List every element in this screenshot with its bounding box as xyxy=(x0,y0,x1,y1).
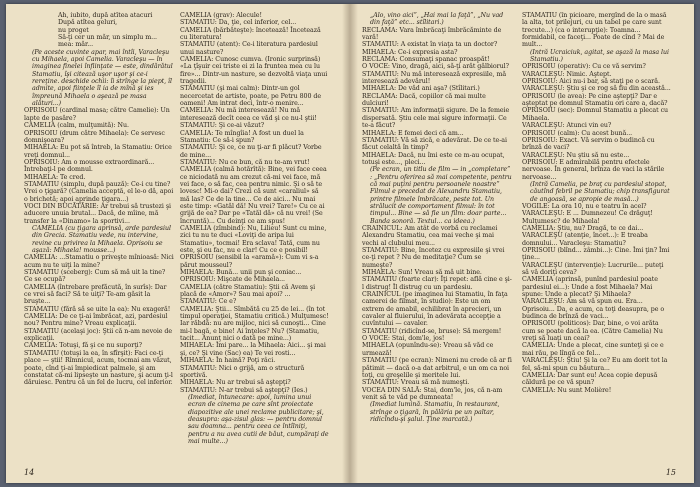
script-line: STAMATIU: N-ar trebui să aştepţi? (Ies.) xyxy=(180,386,308,394)
script-line: OPRISOIU: Mişcate de Mihaela... xyxy=(180,276,286,284)
script-line: Ah, iubito, după atîtea atacuri xyxy=(58,12,153,19)
script-line: MIHAELA: Sun! Vreau să mă uit bine. xyxy=(362,269,482,277)
script-line: STAMATIU: Vreau să mă numeşti. xyxy=(362,379,470,387)
script-line: OPRISOIU (sensibil la «aramă»): Cum vi s-a părut mousseul? xyxy=(180,254,319,269)
script-line: OPRISOIU (politicos): Dar, bine, o voi arăta cum se poate dacă la ea. (Către Camelia) Nu vreţi să luaţi un ceai? xyxy=(522,320,663,343)
page-number-right: 15 xyxy=(665,468,676,477)
script-line: VOCEA DIN SALĂ: Stai, dom'le, jos, că n-am venit să te văd pe dumneata! xyxy=(362,386,503,401)
left-column-2 xyxy=(180,12,330,450)
right-column-2 xyxy=(522,12,672,450)
script-line: CAMELIA: Ştiu, nu? Dragă, te ce dai... xyxy=(522,224,644,232)
script-line: STAMATIU (acelaşi joc): Ştii că n-am nevoie de explicaţii. xyxy=(24,327,173,343)
right-column-1 xyxy=(362,12,512,450)
script-line: CAMELIA: Dar sunt eu! Acea copie depusă căldură pe ce vă spun? xyxy=(522,371,658,387)
script-line: STAMATIU (fără să se uite la ea): Nu exageră! xyxy=(24,305,171,313)
script-line: OPRISOIU: Aici nu-i bar, să staţi pe o scară. xyxy=(522,78,660,86)
script-line: RECLAMA: Vara îmbrăcaţi îmbrăcăminte de vară! xyxy=(362,26,502,42)
script-line: CRAINICUL (pe imaginea lui Stamatiu, în faţa camerei de filmat, în studio): Este un om extrem de amabil, echilibrat în aprecieri, un cavaler al fluierului, în adevărata accepţie a cuvîntului — cavaler. xyxy=(362,291,508,328)
script-line: OPRISOIU (sec): Domnul Stamatiu a plecat cu Mihaela. xyxy=(522,107,669,122)
script-line: VARACLEŞU: Nu ştiu să nu este... xyxy=(522,151,630,159)
script-line: CAMELIA (către Stamatiu): Ştii că Avem şi placă de «Amor»? Sau mai apoi? ... xyxy=(180,283,316,299)
script-line: MIHAELA (opunîndu-se): Vreau să văd ce urmează! xyxy=(362,342,494,357)
script-line: MIHAELA: E femei deci că am... xyxy=(362,129,464,137)
script-line: STAMATIU (atent): Ce-i literatura pardesiul unui nasture? xyxy=(180,41,318,56)
script-line: STAMATIU: Ce e? xyxy=(180,298,237,306)
script-line: MIHAELA: Îmi pare... la Mihaela: Aici... şi mai şi, ce? Şi vine (Sac) ea) Te vei rosti... xyxy=(180,342,326,357)
script-line: VARACLEŞU: Ştiu şi ce rog să fiu din această... xyxy=(522,85,671,93)
script-line: RECLAMA: Consumaţi spanac proaspăt! xyxy=(362,56,490,64)
script-line: OPRISOIU (cardinal masa; către Camelie): Un lapte de pasăre? xyxy=(24,107,170,122)
script-line: CAMELIA (calm, mulţumită): Nu. xyxy=(24,122,129,130)
script-line: MIHAELA: În haină? Poţi râci. xyxy=(180,357,276,365)
script-line: CAMELIA: Totuşi, fă şi ce nu suporţi? xyxy=(24,342,142,350)
script-line: RECLAMA: Dacă, copiilor că mai multe dulciuri! xyxy=(362,92,486,108)
script-line: CAMELIA: De ce ţi-ai îmbrăcat, azi, pardesiul nou? Pentru mine? Vreau explicaţii. xyxy=(24,313,168,328)
script-line: STAMATIU: Nu mă interesează expresiile, mă interesează adevărul! xyxy=(362,70,507,86)
script-line: STAMATIU (ridicînd-se, bruse): Să mergem! xyxy=(362,327,502,335)
script-line: CAMELIA (grav): Alecule! xyxy=(180,12,262,19)
script-line: O VOCE: Vino, dragă, aici, să-ţi arăt gălbiorul? xyxy=(362,63,509,71)
script-line: CRAINICUL: Am atât de vorbă cu reclamei Alexandru Stamatiu, cea mai veche şi mai vechi al clubului meu... xyxy=(362,224,498,247)
right-page xyxy=(350,4,694,483)
script-line: STAMATIU: Da, ţie, cel inferior, cel... xyxy=(180,19,297,27)
script-line: MIHAELA: Eu pot să întreb, la Stamatiu: Orice vreţi domnul... xyxy=(24,144,172,159)
script-line: STAMATIU (în picioare, mergînd de la o masă la alta, tot prilejuri, cu un tabel pe care sunt trecute...) (ca o interupţie): Toamna... formidabil, ce faceţi... Poate de cînd ? Mai de mult... xyxy=(522,12,667,49)
script-line: VARACLEŞU: Am să vă spun eu. Era... Oprisoiu... Da, e acum, ca toţi deasupra, pe o budinca de brînză de vaci... xyxy=(522,298,665,321)
script-line: CAMELIA: Te mîngîia! A fost un duel la Stamatiu: Ce să-i spun? xyxy=(180,129,304,144)
script-line: CAMELIA (bărbăteşte): încetează! Încetează cu literatura! xyxy=(180,26,321,42)
script-line: OPRISOIU (drum către Mihaela): Ce servesc domnişoara? xyxy=(24,129,165,144)
script-line: STAMATIU (foarte clar): Îţi repet: află cine e şi-l distrug! Îl distrug cu un pardesiu. xyxy=(362,276,512,291)
script-line: nu proget xyxy=(58,26,89,34)
script-line: STAMATIU: A existat în viaţa ta un doctor? xyxy=(362,41,498,49)
script-line: STAMATIU (totuşi la ea, în sfîrşit): Faci ce-ţi place — ştii! Rîmnicul, acum, tocmai am văzut, poate, cînd ţi-ai împiedicat palmele, şi am constatat că-mi lipseşte un nasture, şi acum ţi-l dăruiesc. Pentru că un fel de lucru, cel inferior. xyxy=(24,349,173,387)
script-line: CAMELIA (calmă hotărîtă): Bine, vei face ceea ce niciodată nu am crezut că-mi vei face, mă vei face, o să fac, cea pentru nimic. Şi o să te lovesc! Mi-o dai? Crezi că sunt «caraliul» să mă las? Ce de la tine... Ce de aici... Nu mai este timp: «Gatăl dă! Nu vrei? Tare!» Cu ce ai grijă de ea? Dar pe «Tatăl dă» că nu vrei! (Se încruntă)... Cu deinţi ce am spus! xyxy=(180,166,327,225)
script-line: STAMATIU (sceberg): Cum să mă uit la tine? Ce se ocupă? xyxy=(24,269,166,284)
script-line: STAMATIU (simplu, după pauză): Ce-i cu tine? Vrei o ţigară? (Camelia acceptă, el le-o dă, apoi o brichetă; apoi aprinde ţigara...) xyxy=(24,180,174,203)
page-number-left: 14 xyxy=(24,468,35,477)
script-line: MIHAELA: Te cred. xyxy=(24,173,86,181)
script-line: (Pe aceste cuvinte apar, mai întîi, Varacleşu cu Mihaela, apoi Camelia. Varacleşu — în imaginea finelei înfiinţate — este, dindărătul Stamatiu, îşi citează uşor uşor şi ce-i rereţine. deschide ochii: îi strînge la piept, îl admite, apoi fiinţele îl ia de mînă şi ies împreună Mihaela o aşează pe masa alături...) xyxy=(32,48,173,108)
script-line: CAMELIA (cu ţigara aprinsă, arde pardesiul din Grecia. Stamatiu vede, nu intervine, revine cu privirea la Mihaela. Oprisoiu se aşază: Mihaela! mousse...) xyxy=(32,224,171,254)
script-line: mea: măr... xyxy=(58,41,94,49)
script-line: (Imediat lumină. Stamatiu, în restaurant, strînge o ţigară, în pălăria pe un paltar, ridicîndu-şi şalul. Ţine marcată.) xyxy=(370,401,500,423)
script-line: OPRISOIU (calm): Cu acest bună... xyxy=(522,129,633,137)
script-line: VARACLEŞU (intervenţie): Lucrurile... puteţi să vă doriţi ceva? xyxy=(522,261,664,277)
script-line: MIHAELA: Dacă, nu îmi este ce m-au ocupat, totuşi este..., pleci... xyxy=(362,151,505,166)
script-line: STAMATIU: Şi ce-ai văzut? xyxy=(180,122,265,130)
script-line: MIHAELA: De văd ani aşa? (Stîlitari.) xyxy=(362,85,480,93)
script-line: STAMATIU: Bine, încetez cu expresiile şi vrei ce-ţi repet ? Nu de meditaţie? Cum se numeşte? xyxy=(362,247,505,269)
script-line: CAMELIA (aprinsă, punînd pardesiul poate pardesiul ei...): Unde a fost Mihaela? Mai spune: Unde a plecat? Şi Mihaela? xyxy=(522,276,658,299)
script-line: STAMATIU: Nu ce bun, că nu te-am vrut! xyxy=(180,158,310,166)
script-line: VOGILE: La ora 10, nu e teatru în acel? xyxy=(522,202,647,210)
script-line: OPRISOIU (blînd... zâmbi...): Cine. Îmi ţin? Îmi ţine... xyxy=(522,247,670,262)
script-line: CAMELIA: Ştii... Sîmbătă cu 25 de lei... (în tot timpul operaţiei, Stamatiu critică.) Mulţumesc! Iar răbdă: nu are mijloc, nici să cunoşti... Cine mi-l bagă, e bine! Ai înţeles? Nu? (Stamatiu, tacit... Anunţ nici o dată pe mine...) xyxy=(180,305,329,343)
script-line: O VOCE: Stai, dom'le, jos! xyxy=(362,335,445,343)
script-line: VARACLEŞU: Atunci vin eu? xyxy=(522,122,612,130)
script-line: (Pe ecran, un titlu de film — in „completare” : „Pentru oferirea să mai competente, pentru că mai puţini pentru persoanele noastre” Filmul e precedat de Alexandru Stamatiu, printre filmele îmbrăcate, peste tot. Un strălucit de comportament filmul: în tot timpul... Bine — să fie un film: doar parte... Banda sonoră. Textul... ca ideea.) xyxy=(370,166,512,225)
script-line: CAMELIA: Nu mă interesează! Nu mă interesează decît ceea ce văd şi ce nu-l ştii! xyxy=(180,107,317,122)
script-line: „Alo, vino aici”, „Hai mai la faţă”, „Nu vad din faţă” etc... stîlitari.) xyxy=(370,12,504,27)
script-line: VARACLEŞU (atenţie, încet...): E treaba domnului... Varacleşu: Stamatiu? xyxy=(522,232,648,247)
script-line: OPRISOIU: Exact. Vă servim o budincă cu brînză de vaci? xyxy=(522,136,655,152)
script-line: CAMELIA: Cunosc cumva. (Ironic surprinsă) «La ţîşuir cei triste ei zi la fruntea mea cu lu fire»... Dintr-un nasture, se dezvoltă viaţa unui tragedii. xyxy=(180,56,328,86)
script-line: OPRISOIU: Am o mousse extraordinară... Întrebaţi-l pe domnul. xyxy=(24,158,155,174)
script-line: Să-ţi cer un măr, un simplu m... xyxy=(58,34,157,42)
script-line: (Intră Camelia, pe braţ cu pardesiul stopat, căutînd febril pe Stamatiu; chip transfigurat de angoasă, se apropie de masă...) xyxy=(530,180,670,203)
script-line: MIHAELA: Bună... unii pun şi coniac... xyxy=(180,269,302,277)
script-line: STAMATIU: Vă să zică, e adevărat. De ce te-ai făcut celaltă în timp? xyxy=(362,136,507,152)
script-line: STAMATIU (pe ecran): Nimeni nu crede că ar fi pătimit — dacă o-a dat arbitrul, e un om ca noi toţi, cu greşelile şi meritele lui. xyxy=(362,357,512,379)
script-line: VARACLEŞU: Ştiu! Şi la ce? Eu am dorit tot la fel, să-mi spun cu băutura... xyxy=(522,357,668,372)
script-line: STAMATIU: Am informaţii sigure. De la femeie dispersată. Ştiu cele mai sigure informaţii. Ce te-a făcut? xyxy=(362,107,510,130)
script-line: După atîtea geluri, xyxy=(58,19,118,27)
left-page xyxy=(6,4,350,483)
script-line: CAMELIA (zîmbind): Nu, Lilieu! Sunt cu mine, zici tu nu te duci «Loviţi de aripa lui Stamatiu», tocmai! Era sclava! Tată, cum nu este, şi eu fac, nu e clar! Cu ce e posibil! xyxy=(180,224,327,254)
script-line: VARACLEŞU: E ... Dumnezeu! Ce drăguţ! Mulţumesc? de Mihaela! xyxy=(522,210,653,225)
script-line: (Intră Ucraiciuk, agitat, se aşază la masa lui Stamatiu.) xyxy=(530,48,669,64)
script-line: MIHAELA: Ce-i expresia asta? xyxy=(362,48,458,56)
script-line: OPRISOIU (le avea): Pe cine aştepţi? Dar e aşteptat pe domnul Stamatiu ori care a, dacă? xyxy=(522,92,668,108)
book-spread xyxy=(6,4,694,483)
left-column-1 xyxy=(24,12,174,450)
script-line: VOCI DIN BUCĂTĂRIE: Ar trebui să trustezi şi aducere unuia brutal... Dacă, de mîine, mă transfer la «Dinamo» la sportivi... xyxy=(24,202,171,225)
script-line: CAMELIA: Nu sunt Molière! xyxy=(522,386,612,394)
script-line: STAMATIU: Şi ce, ce nu ţi-ar fi plăcut? Vorbe de mine... xyxy=(180,144,322,159)
script-line: MIHAELA: Nu ar trebui să aştepţi? xyxy=(180,379,291,387)
script-line: (Imediat, întunecare: apoi, lumina unui ecran de cinema pe care sînt proiectate diapozitive ale unei reclame publicitare; şi, deasupra: aşa-zisul glas: — pentru domnul sau doamna... pentru ceea ce întîlniţi, pentru a nu avea cutii de băut, cumpăraţi de mai multe...) xyxy=(188,393,329,445)
script-line: STAMATIU: Nici o grijă, am o structură sportivă. xyxy=(180,364,305,379)
script-line: STAMATIU (şi mai calm): Dintr-un gol necercetat de artiste, poate, pe Petru 800 de oameni! Am intrat deci, într-o menire... xyxy=(180,85,322,108)
script-line: CAMELIA: Unde a plecat, cine sunteţi şi ce e mai rău, pe lîngă ce fel... xyxy=(522,342,664,357)
script-line: OPRISOIU (operativ): Cu ce vă servim? xyxy=(522,63,646,71)
script-line: OPRISOIU: E admirabilă pentru efectele nervoase. În general, brînza de vaci la stările nervoase... xyxy=(522,158,665,181)
script-line: VARACLEŞU: Nimic. Aştept. xyxy=(522,70,612,78)
script-line: CAMELIA: ...Stamatiu o priveşte mînioasă: Nici acum nu te uiţi la mine? xyxy=(24,254,174,269)
script-line: CAMELIA (întrebare prefăcută, în surîs): Dar ce vrei să faci? Să te uiţi? Te-am găsit la bruşte... xyxy=(24,283,167,306)
